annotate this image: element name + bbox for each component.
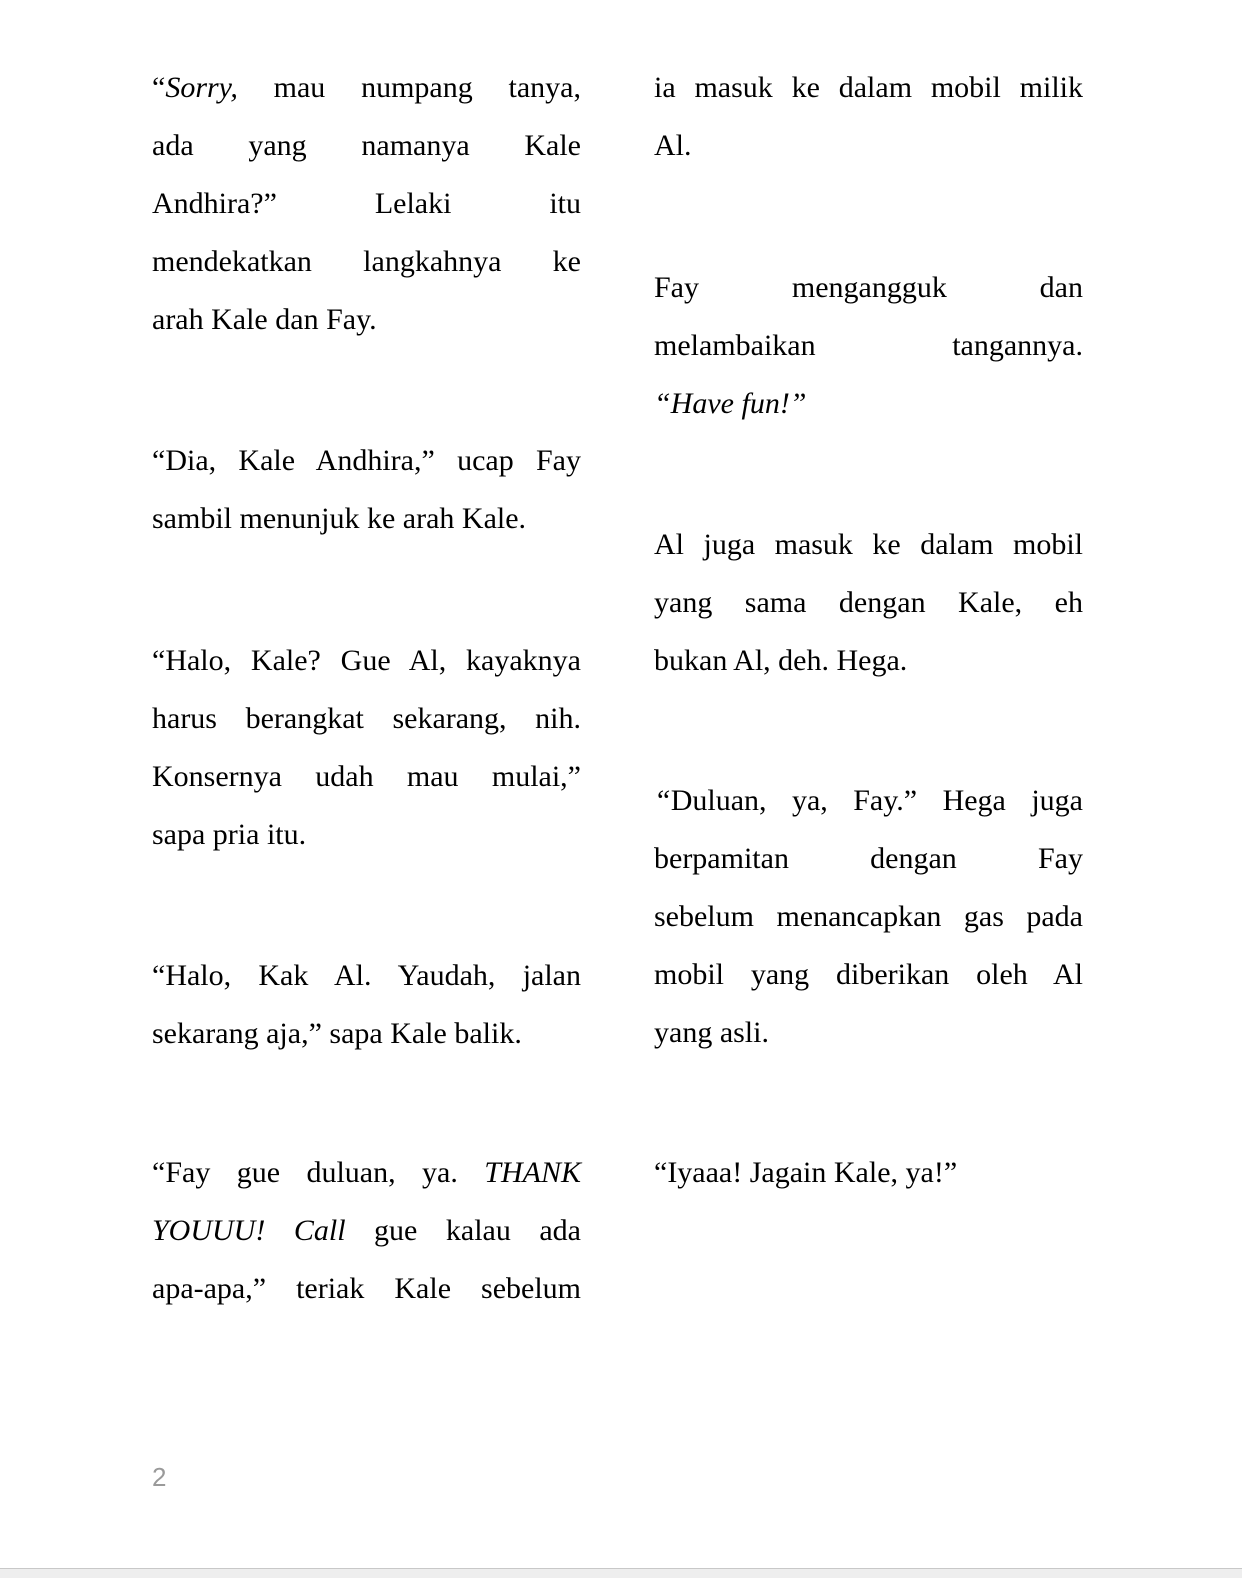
text-line: sapa pria itu.: [152, 818, 307, 851]
text-line: “Sorry, mau numpang tanya,: [152, 71, 581, 104]
text-line: “Have fun!”: [654, 387, 807, 420]
paragraph-left-5: [152, 1144, 581, 1318]
text-line: bukan Al, deh. Hega.: [654, 644, 908, 677]
text-line: ia masuk ke dalam mobil milik: [654, 71, 1083, 104]
paragraph-right-3: [654, 516, 1083, 690]
text-line: “Halo, Kak Al. Yaudah, jalan: [152, 959, 581, 992]
paragraph-right-5: [654, 1144, 1083, 1202]
text-line: arah Kale dan Fay.: [152, 303, 377, 336]
text-line: Al juga masuk ke dalam mobil: [654, 528, 1083, 561]
paragraph-left-1: [152, 59, 581, 349]
text-line: mendekatkan langkahnya ke: [152, 245, 581, 278]
text-line: mobil yang diberikan oleh Al: [654, 958, 1083, 991]
text-line: Al.: [654, 129, 692, 162]
text-line: sambil menunjuk ke arah Kale.: [152, 502, 527, 535]
text-line: “Fay gue duluan, ya. THANK: [152, 1156, 581, 1189]
paragraph-left-2: [152, 432, 581, 548]
text-line: “Duluan, ya, Fay.” Hega juga: [654, 784, 1083, 817]
text-line: sekarang aja,” sapa Kale balik.: [152, 1017, 522, 1050]
text-line: ada yang namanya Kale: [152, 129, 581, 162]
text-line: melambaikan tangannya.: [654, 329, 1083, 362]
text-line: berpamitan dengan Fay: [654, 842, 1083, 875]
text-line: apa-apa,” teriak Kale sebelum: [152, 1272, 581, 1305]
text-line: Fay mengangguk dan: [654, 271, 1083, 304]
text-line: yang sama dengan Kale, eh: [654, 586, 1083, 619]
page-number: 2: [152, 1462, 167, 1492]
text-line: Andhira?” Lelaki itu: [152, 187, 581, 220]
text-line: “Iyaaa! Jagain Kale, ya!”: [654, 1156, 958, 1189]
paragraph-left-4: [152, 947, 581, 1063]
text-line: YOUUU! Call gue kalau ada: [152, 1214, 581, 1247]
text-line: sebelum menancapkan gas pada: [654, 900, 1083, 933]
text-line: harus berangkat sekarang, nih.: [152, 702, 581, 735]
text-line: yang asli.: [654, 1016, 769, 1049]
paragraph-right-2: [654, 259, 1083, 433]
text-line: “Halo, Kale? Gue Al, kayaknya: [152, 644, 581, 677]
paragraph-left-3: [152, 632, 581, 864]
text-line: “Dia, Kale Andhira,” ucap Fay: [152, 444, 581, 477]
paragraph-right-4: [654, 772, 1083, 1062]
text-line: Konsernya udah mau mulai,”: [152, 760, 581, 793]
paragraph-right-1: [654, 59, 1083, 175]
